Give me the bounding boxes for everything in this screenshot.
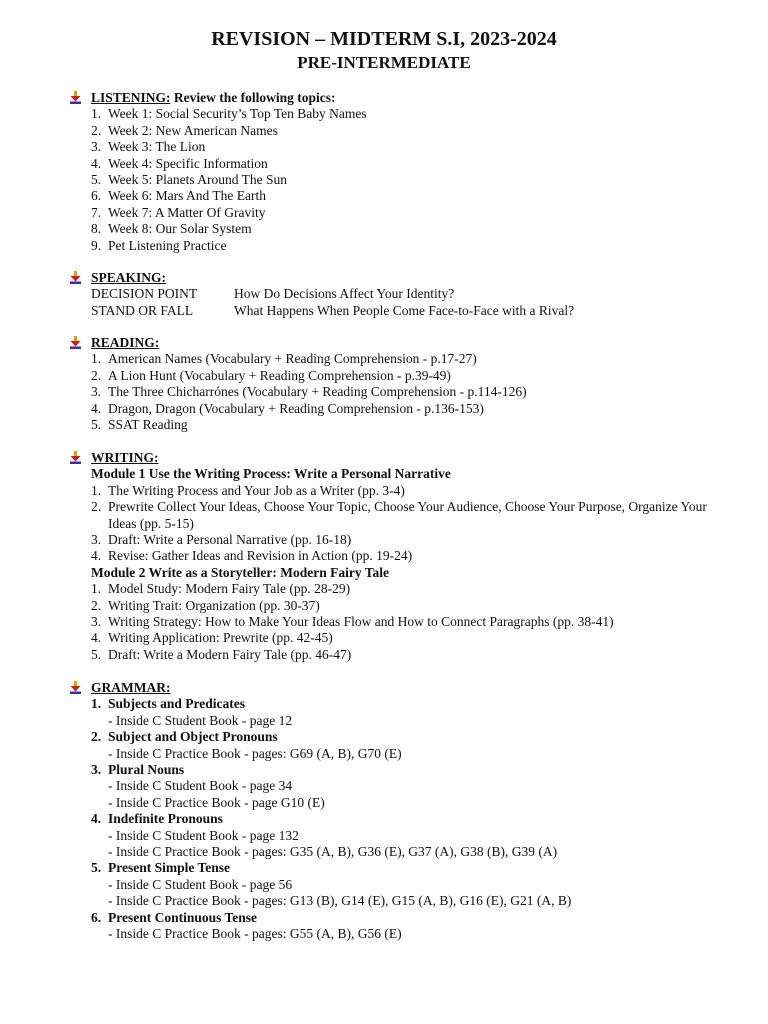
list-number: 1.: [91, 581, 102, 597]
grammar-reference: - Inside C Student Book - page 132: [108, 827, 299, 843]
grammar-reference: - Inside C Practice Book - pages: G55 (A, B), G56 (E): [108, 926, 402, 942]
reading-section: [68, 335, 527, 433]
reading-item: [91, 417, 527, 433]
list-number: 7.: [91, 204, 102, 220]
list-number: 3.: [91, 384, 102, 400]
grammar-reference: - Inside C Practice Book - pages: G35 (A, B), G36 (E), G37 (A), G38 (B), G39 (A): [108, 844, 558, 860]
reading-item: [91, 384, 527, 400]
list-number: 4.: [91, 630, 102, 646]
module-1-list: [68, 483, 708, 565]
writing-item: [91, 614, 708, 630]
list-item-text: American Names (Vocabulary + Reading Comprehension - p.17-27): [108, 351, 477, 367]
list-number: 5.: [91, 172, 102, 188]
reading-list: [68, 351, 527, 433]
list-number: 4.: [91, 548, 102, 564]
grammar-topic: [91, 696, 708, 712]
list-item-text: Draft: Write a Modern Fairy Tale (pp. 46-47): [108, 646, 352, 662]
list-number: 8.: [91, 221, 102, 237]
list-number: 6.: [91, 188, 102, 204]
list-item-text: The Three Chicharrónes (Vocabulary + Reading Comprehension - p.114-126): [108, 384, 527, 400]
list-item-text: Week 6: Mars And The Earth: [108, 188, 266, 204]
list-number: 1.: [91, 106, 102, 122]
list-item-text: Week 4: Specific Information: [108, 155, 268, 171]
module-1-heading: Module 1 Use the Writing Process: Write a Personal Narrative: [91, 466, 451, 482]
list-item-text: Writing Trait: Organization (pp. 30-37): [108, 597, 320, 613]
grammar-reference: - Inside C Practice Book - pages: G69 (A, B), G70 (E): [108, 745, 402, 761]
grammar-topic: [91, 811, 708, 827]
list-item-text: Week 2: New American Names: [108, 122, 278, 138]
list-item-text: Week 5: Planets Around The Sun: [108, 172, 288, 188]
list-item-text: Model Study: Modern Fairy Tale (pp. 28-29): [108, 581, 351, 597]
list-number: 3.: [91, 532, 102, 548]
grammar-topic-title: Plural Nouns: [108, 762, 185, 778]
grammar-topic: [91, 729, 708, 745]
writing-item: [91, 548, 708, 564]
module-2-list: [68, 581, 708, 663]
document-subtitle: PRE-INTERMEDIATE: [297, 53, 471, 72]
list-number: 5.: [91, 417, 102, 433]
list-number: 4.: [91, 811, 102, 827]
grammar-reference: - Inside C Student Book - page 12: [108, 712, 293, 728]
writing-heading: WRITING:: [68, 450, 708, 466]
list-item-text: Dragon, Dragon (Vocabulary + Reading Comprehension - p.136-153): [108, 400, 484, 416]
module-2-heading: Module 2 Write as a Storyteller: Modern Fairy Tale: [91, 564, 389, 580]
document-title: REVISION – MIDTERM S.I, 2023-2024: [211, 28, 557, 50]
list-number: 3.: [91, 614, 102, 630]
list-number: 2.: [91, 367, 102, 383]
grammar-topic: [91, 910, 708, 926]
reading-item: [91, 368, 527, 384]
listening-heading: LISTENING: Review the following topics:: [68, 90, 367, 106]
speaking-heading: SPEAKING:: [68, 270, 574, 286]
grammar-topic-title: Subject and Object Pronouns: [108, 729, 278, 745]
speaking-row: STAND OR FALL What Happens When People Come Face-to-Face with a Rival?: [91, 302, 575, 318]
speaking-section: [68, 270, 574, 319]
grammar-topic-title: Indefinite Pronouns: [108, 811, 223, 827]
list-number: 2.: [91, 499, 102, 515]
list-item-text: Revise: Gather Ideas and Revision in Action (pp. 19-24): [108, 548, 413, 564]
writing-item: [91, 499, 708, 532]
list-number: 1.: [91, 696, 102, 712]
list-number: 6.: [91, 909, 102, 925]
listening-item: [91, 221, 367, 237]
list-number: 5.: [91, 646, 102, 662]
writing-item: [91, 647, 708, 663]
writing-item: [91, 483, 708, 499]
list-item-text: Week 1: Social Security’s Top Ten Baby Names: [108, 106, 367, 122]
arrow-bullet-icon: [68, 451, 82, 465]
list-number: 2.: [91, 122, 102, 138]
grammar-section: [68, 680, 708, 943]
list-item-text: Pet Listening Practice: [108, 237, 227, 253]
list-item-text: A Lion Hunt (Vocabulary + Reading Comprehension - p.39-49): [108, 367, 451, 383]
writing-item: [91, 598, 708, 614]
list-number: 1.: [91, 482, 102, 498]
list-item-text: Draft: Write a Personal Narrative (pp. 16-18): [108, 532, 352, 548]
grammar-reference: - Inside C Student Book - page 34: [108, 778, 293, 794]
listening-list: [68, 106, 367, 254]
list-item-text: Writing Strategy: How to Make Your Ideas Flow and How to Connect Paragraphs (pp. 38-41): [108, 614, 614, 630]
list-item-text: SSAT Reading: [108, 417, 188, 433]
list-item-text: Week 8: Our Solar System: [108, 221, 252, 237]
list-number: 3.: [91, 139, 102, 155]
list-item-text: The Writing Process and Your Job as a Writer (pp. 3-4): [108, 482, 405, 498]
arrow-bullet-icon: [68, 91, 82, 105]
list-item-text: Week 7: A Matter Of Gravity: [108, 204, 266, 220]
grammar-topic: [91, 762, 708, 778]
writing-item: [91, 532, 708, 548]
list-number: 1.: [91, 351, 102, 367]
grammar-reference: - Inside C Practice Book - pages: G13 (B), G14 (E), G15 (A, B), G16 (E), G21 (A, B): [108, 893, 572, 909]
writing-item: [91, 581, 708, 597]
listening-item: [91, 238, 367, 254]
arrow-bullet-icon: [68, 271, 82, 285]
reading-item: [91, 351, 527, 367]
grammar-topic: [91, 860, 708, 876]
grammar-topic-title: Subjects and Predicates: [108, 696, 245, 712]
grammar-reference: - Inside C Student Book - page 56: [108, 876, 293, 892]
grammar-reference: - Inside C Practice Book - page G10 (E): [108, 794, 325, 810]
list-number: 5.: [91, 860, 102, 876]
list-item-text: Week 3: The Lion: [108, 139, 206, 155]
writing-item: [91, 630, 708, 646]
grammar-list: [68, 696, 708, 942]
list-number: 4.: [91, 155, 102, 171]
listening-item: [91, 205, 367, 221]
list-number: 3.: [91, 762, 102, 778]
listening-item: [91, 106, 367, 122]
listening-item: [91, 188, 367, 204]
listening-item: [91, 139, 367, 155]
listening-section: [68, 90, 367, 254]
arrow-bullet-icon: [68, 336, 82, 350]
list-number: 9.: [91, 237, 102, 253]
grammar-topic-title: Present Continuous Tense: [108, 909, 258, 925]
grammar-topic-title: Present Simple Tense: [108, 860, 231, 876]
list-number: 2.: [91, 729, 102, 745]
reading-heading: READING:: [68, 335, 527, 351]
grammar-heading: GRAMMAR:: [68, 680, 708, 696]
list-number: 2.: [91, 597, 102, 613]
listening-item: [91, 172, 367, 188]
speaking-row: DECISION POINT How Do Decisions Affect Your Identity?: [91, 286, 455, 302]
listening-item: [91, 156, 367, 172]
arrow-bullet-icon: [68, 681, 82, 695]
writing-section: [68, 450, 708, 663]
reading-item: [91, 401, 527, 417]
listening-item: [91, 123, 367, 139]
list-item-text: Prewrite Collect Your Ideas, Choose Your Topic, Choose Your Audience, Choose Your Purpose, Organize Your Ideas (pp. 5-15): [108, 499, 707, 531]
list-item-text: Writing Application: Prewrite (pp. 42-45): [108, 630, 333, 646]
list-number: 4.: [91, 400, 102, 416]
